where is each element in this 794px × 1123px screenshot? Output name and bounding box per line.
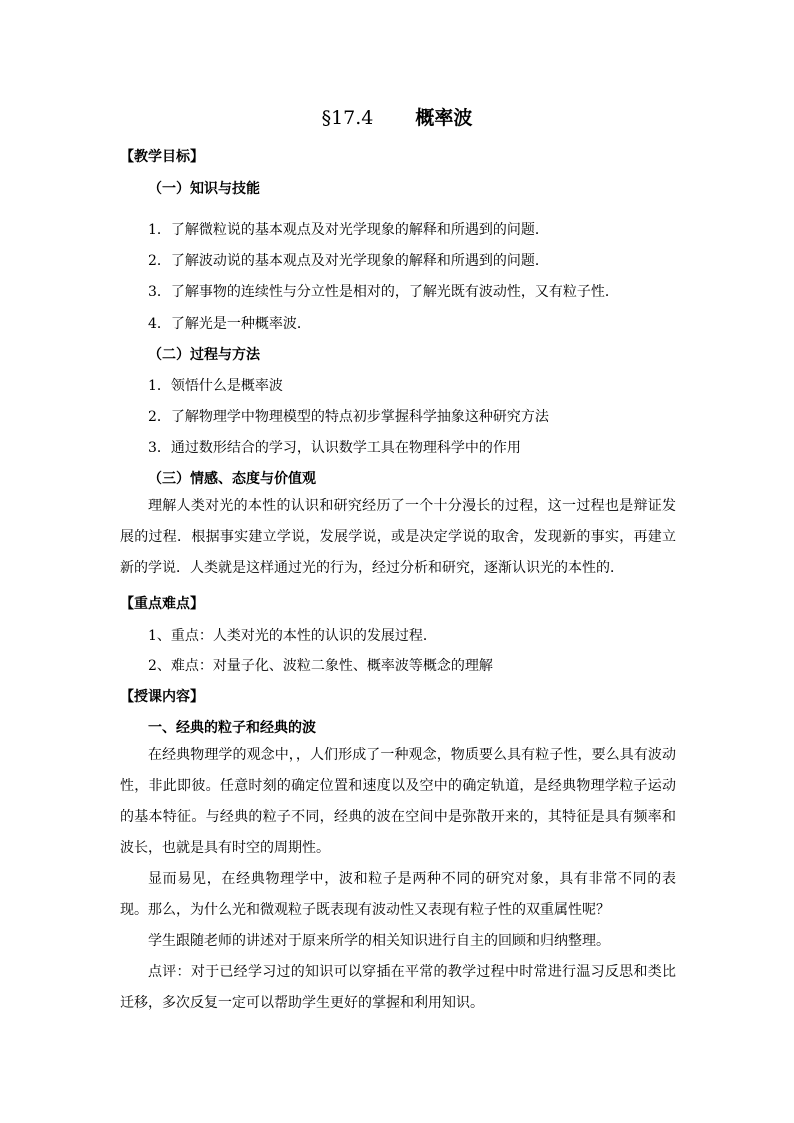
values-paragraph: 理解人类对光的本性的认识和研究经历了一个十分漫长的过程，这一过程也是辩证发展的过程．根据事实建立学说，发展学说，或是决定学说的取舍，发现新的事实，再建立新的学说．人类就是这样通过光的行为，经过分析和研究，逐渐认识光的本性的． — [120, 498, 676, 576]
knowledge-item-3: 3．了解事物的连续性与分立性是相对的，了解光既有波动性，又有粒子性． — [148, 284, 619, 300]
keypoint-1: 1、重点：人类对光的本性的认识的发展过程． — [148, 628, 437, 644]
process-heading: （二）过程与方法 — [148, 347, 260, 363]
process-item-2: 2．了解物理学中物理模型的特点初步掌握科学抽象这种研究方法 — [148, 409, 549, 425]
knowledge-heading: （一）知识与技能 — [148, 181, 260, 197]
keypoints-heading: 【重点难点】 — [120, 596, 204, 612]
page-title — [0, 103, 794, 130]
knowledge-item-4: 4．了解光是一种概率波． — [148, 316, 311, 332]
content-heading: 【授课内容】 — [120, 689, 204, 705]
section-number: §17.4 — [321, 107, 374, 129]
process-item-1: 1．领悟什么是概率波 — [148, 378, 283, 394]
section1-paragraph-2: 显而易见，在经典物理学中，波和粒子是两种不同的研究对象，具有非常不同的表现。那么，为什么光和微观粒子既表现有波动性又表现有粒子性的双重属性呢？ — [120, 871, 676, 918]
section1-paragraph-1: 在经典物理学的观念中，，人们形成了一种观念，物质要么具有粒子性，要么具有波动性，非此即彼。任意时刻的确定位置和速度以及空中的确定轨道，是经典物理学粒子运动的基本特征。与经典的粒子不同，经典的波在空间中是弥散开来的，其特征是具有频率和波长，也就是具有时空的周期性。 — [120, 747, 676, 856]
process-item-3: 3．通过数形结合的学习，认识数学工具在物理科学中的作用 — [148, 440, 521, 456]
keypoint-2: 2、难点：对量子化、波粒二象性、概率波等概念的理解 — [148, 658, 493, 674]
objectives-heading: 【教学目标】 — [120, 149, 204, 165]
section1-paragraph-4: 点评：对于已经学习过的知识可以穿插在平常的教学过程中时常进行温习反思和类比迁移，多次反复一定可以帮助学生更好的掌握和利用知识。 — [120, 964, 676, 1011]
knowledge-item-2: 2．了解波动说的基本观点及对光学现象的解释和所遇到的问题． — [148, 253, 549, 269]
section1-heading: 一、经典的粒子和经典的波 — [148, 720, 316, 736]
section1-paragraph-3: 学生跟随老师的讲述对于原来所学的相关知识进行自主的回顾和归纳整理。 — [148, 933, 610, 949]
knowledge-item-1: 1．了解微粒说的基本观点及对光学现象的解释和所遇到的问题． — [148, 222, 549, 238]
values-heading: （三）情感、态度与价值观 — [148, 471, 316, 487]
title-name: 概率波 — [415, 107, 473, 129]
